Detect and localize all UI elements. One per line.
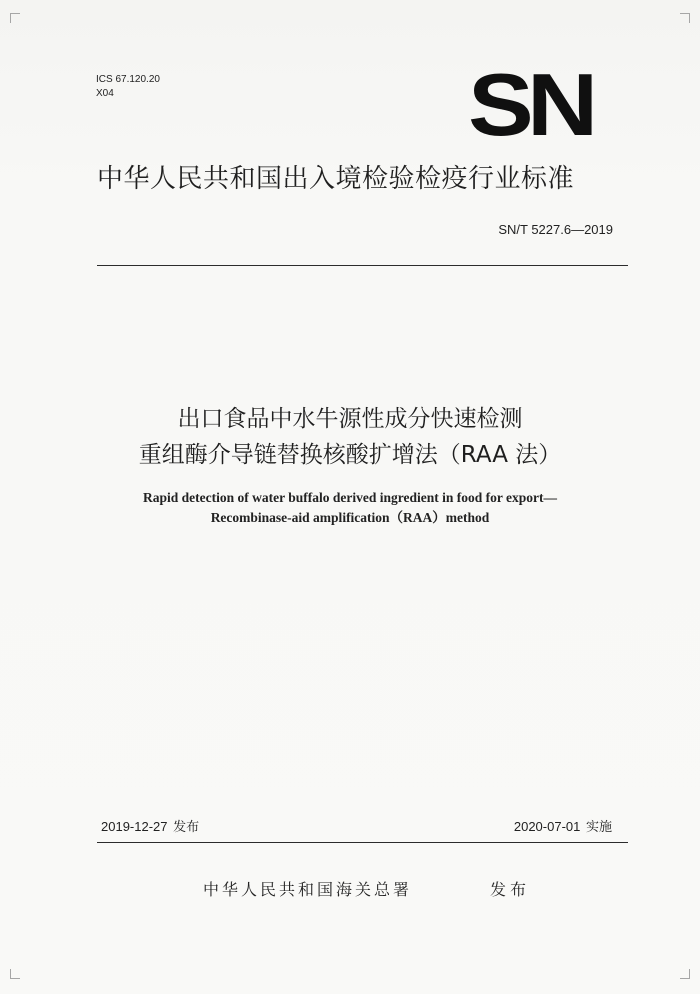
bottom-divider (97, 842, 628, 843)
english-title-line-2: Recombinase-aid amplification（RAA）method (210, 510, 490, 525)
ics-code: ICS 67.120.20 (96, 74, 160, 85)
issue-date-block (101, 816, 199, 835)
implementation-date-block (514, 816, 612, 835)
standard-number: SN/T 5227.6—2019 (498, 222, 613, 237)
ccs-code: X04 (96, 88, 114, 99)
english-title-line-1: Rapid detection of water buffalo derived ingredient in food for export— (143, 490, 557, 505)
chinese-title-line-1: 出口食品中水牛源性成分快速检测 (177, 406, 523, 432)
chinese-title-line-2: 重组酶介导链替换核酸扩增法（RAA 法） (138, 442, 562, 468)
publish-label: 发布 (490, 880, 531, 899)
crop-mark-top-left (10, 13, 20, 23)
crop-mark-bottom-right (680, 969, 690, 979)
implementation-label: 实施 (585, 819, 612, 834)
sn-logo: SN (468, 55, 592, 154)
issuing-authority: 中华人民共和国海关总署 (203, 880, 413, 899)
classification-block (96, 73, 160, 101)
crop-mark-bottom-left (10, 969, 20, 979)
top-divider (97, 265, 628, 266)
standard-category-title: 中华人民共和国出入境检验检疫行业标准 (97, 164, 575, 194)
implementation-date: 2020-07-01 (513, 819, 581, 834)
issue-label: 发布 (173, 819, 200, 834)
issue-date: 2019-12-27 (101, 819, 168, 834)
crop-mark-top-right (680, 13, 690, 23)
